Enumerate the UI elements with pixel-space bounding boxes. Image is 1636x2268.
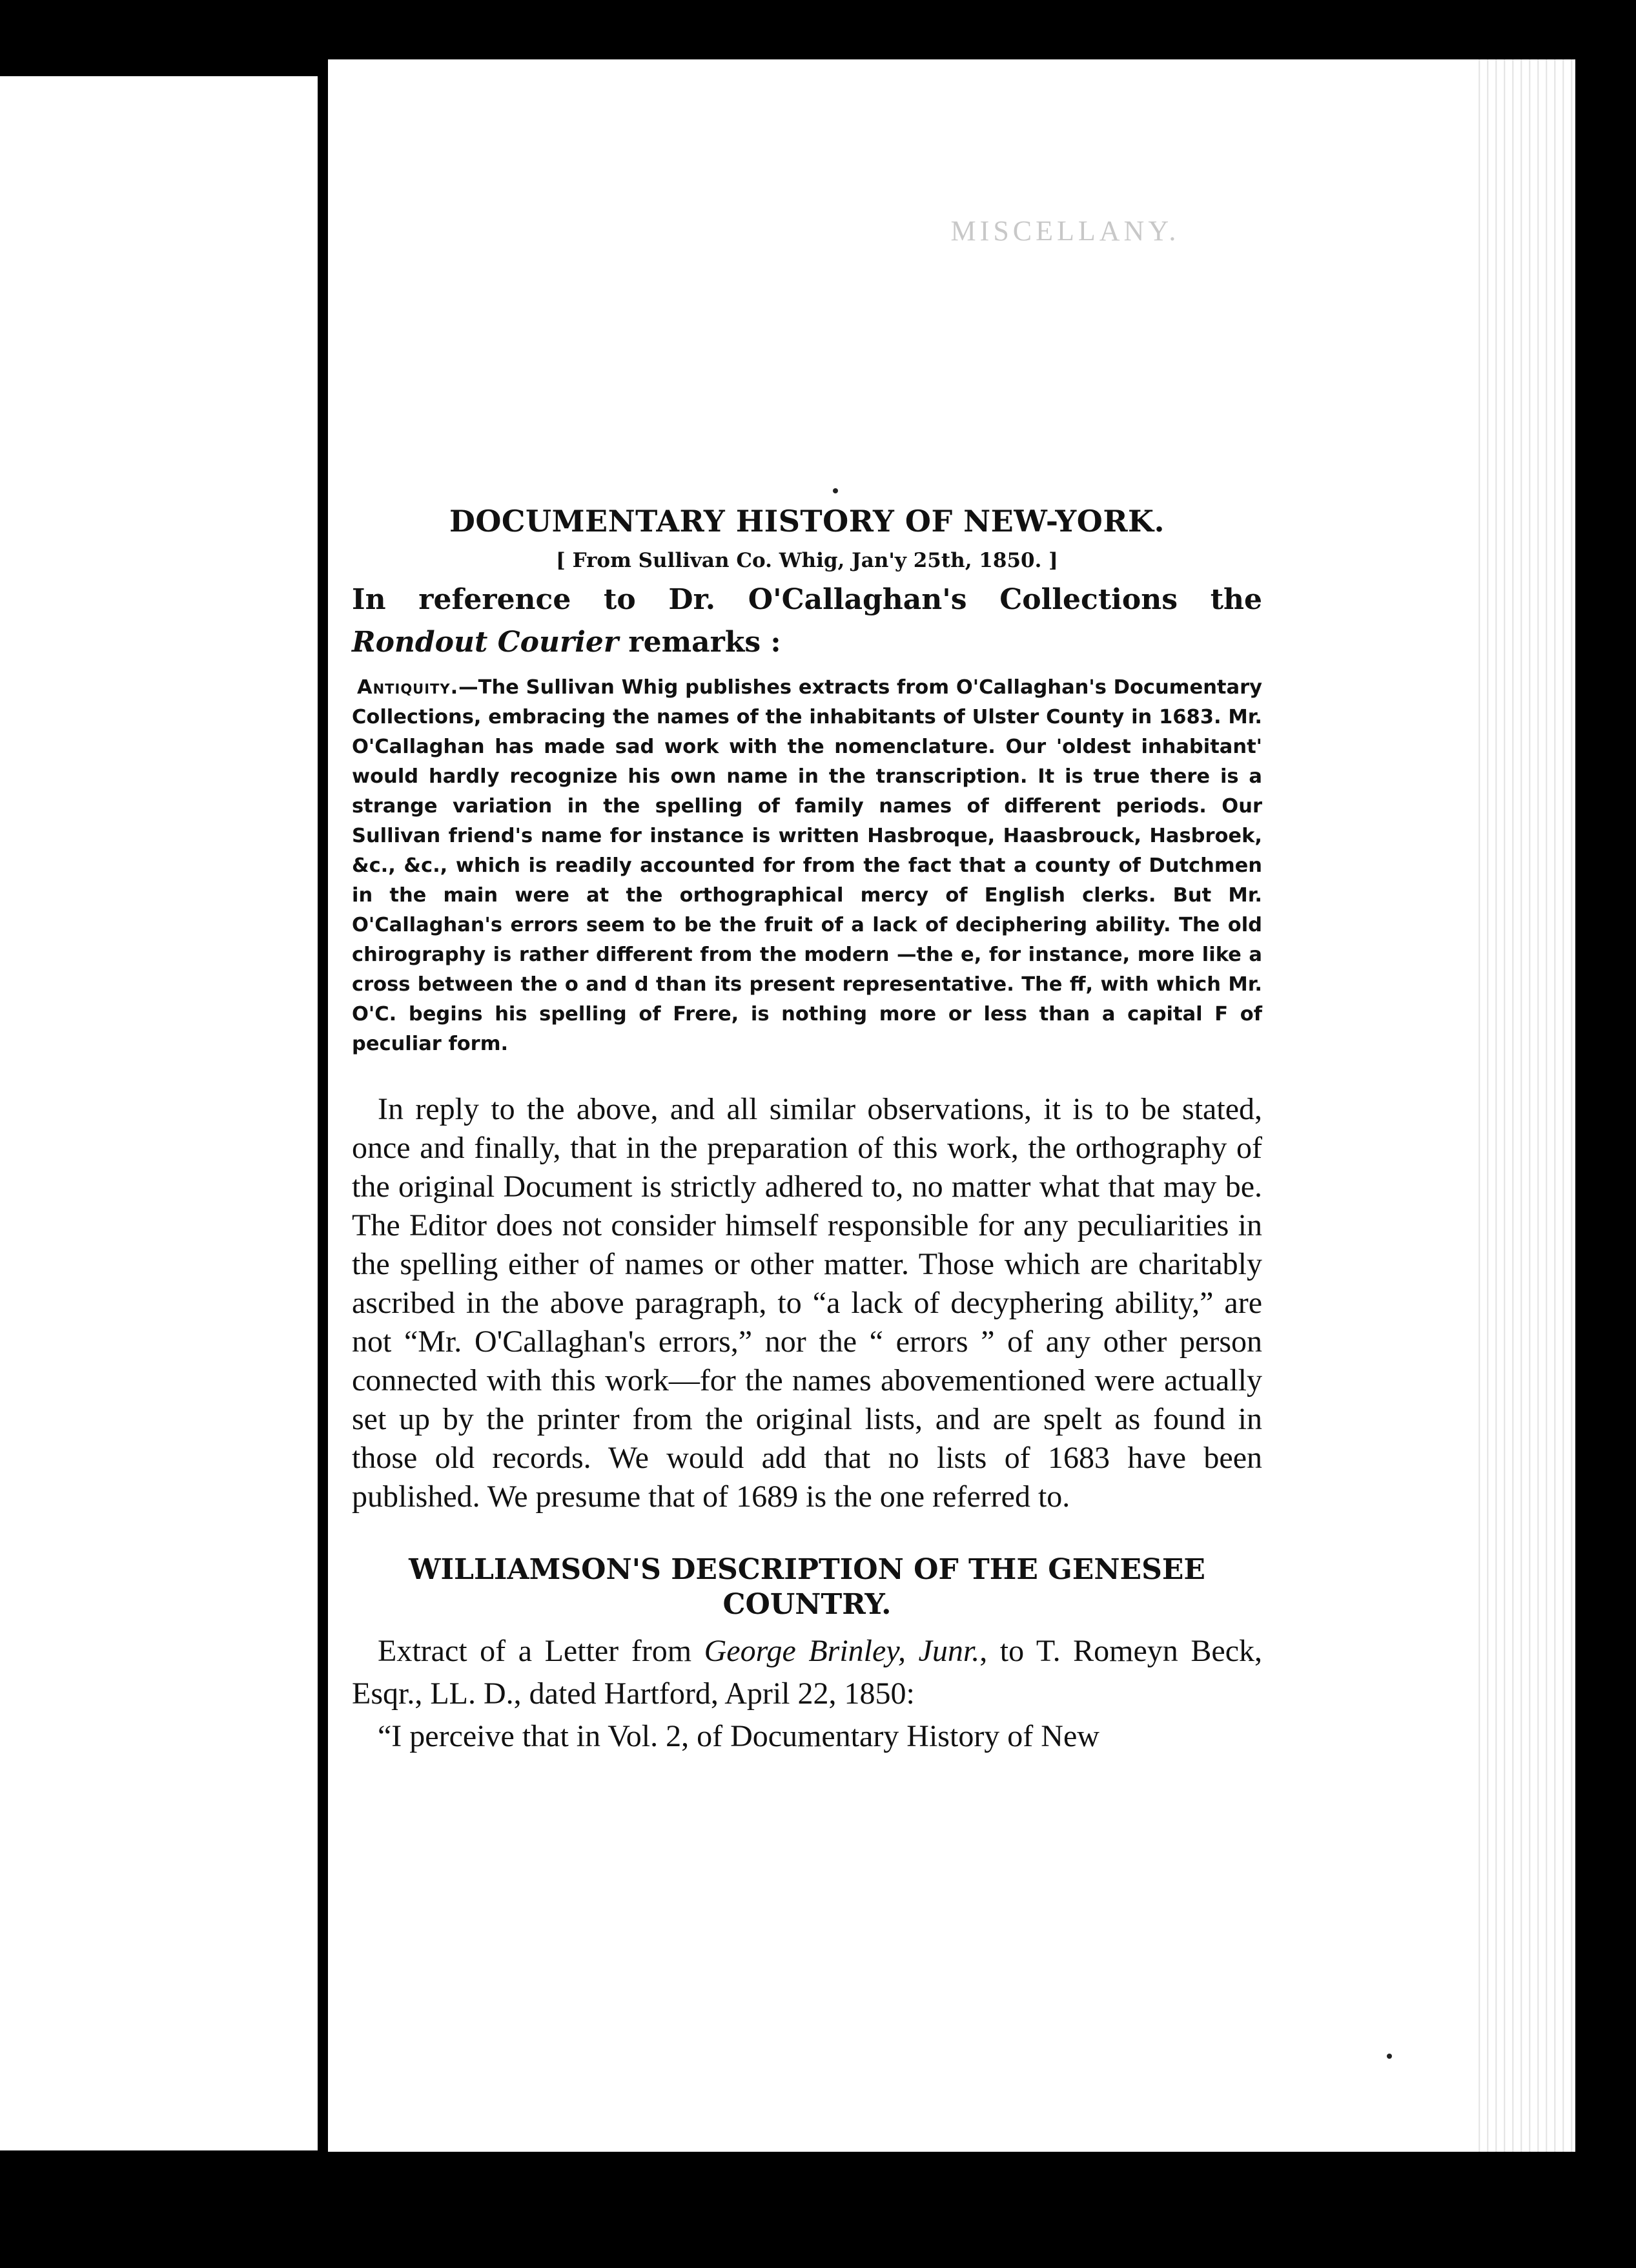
editor-reply: In reply to the above, and all similar observations, it is to be stated, once and finally, that in the preparation of this work, the orthography of the original Document is strictly adhered to, no matter what that may be. The Editor does not consider himself responsible for any peculiarities in the spelling either of names or other matter. Those which are charitably ascribed in the above paragraph, to “a lack of decyphering ability,” are not “Mr. O'Callaghan's errors,” nor the “ errors ” of any other person connected with this work—for the names abovementioned were actually set up by the printer from the original lists, and are spelt as found in those old records. We would add that no lists of 1683 have been published. We presume that of 1689 is the one referred to. [352, 1092, 1262, 1514]
lead-text-end: remarks : [619, 626, 781, 659]
letter-extract [352, 1630, 1262, 1715]
extract-text: Extract of a Letter from [378, 1634, 704, 1668]
bleed-through-header: MISCELLANY. [950, 215, 1180, 247]
quoted-article [352, 673, 1262, 1059]
lead-text: In reference to Dr. O'Callaghan's Collections the [352, 583, 1262, 616]
ink-dot [1387, 2054, 1392, 2059]
quote-heading: Antiquity. [357, 676, 459, 699]
quote-body: —The Sullivan Whig publishes extracts from O'Callaghan's Documentary Collections, embracing the names of the inhabitants of Ulster County in 1683. Mr. O'Callaghan has made sad work with the nomenclature. Our 'oldest inhabitant' would hardly recognize his own name in the transcription. It is true there is a strange variation in the spelling of family names of different periods. Our Sullivan friend's name for instance is written Hasbroque, Haasbrouck, Hasbroek, &c., &c., which is readily accounted for from the fact that a county of Dutchmen in the main were at the orthographical mercy of English clerks. But Mr. O'Callaghan's errors seem to be the fruit of a lack of deciphering ability. The old chirography is rather different from the modern —the e, for instance, more like a cross between the o and d than its present representative. The ff, with which Mr. O'C. begins his spelling of Frere, is nothing more or less than a capital F of peculiar form. [352, 676, 1262, 1055]
letter-opening: “I perceive that in Vol. 2, of Documentary History of New [378, 1719, 1099, 1753]
lead-paragraph [352, 579, 1262, 664]
book-gutter [318, 61, 328, 2167]
ink-dot [833, 488, 838, 493]
extract-author: George Brinley, Junr. [704, 1634, 980, 1668]
section-title-williamson: WILLIAMSON'S DESCRIPTION OF THE GENESEE COUNTRY. [409, 1553, 1205, 1621]
page-edges [1472, 59, 1575, 2152]
section-title-documentary-history: DOCUMENTARY HISTORY OF NEW-YORK. [449, 504, 1165, 539]
page-content [352, 504, 1262, 1758]
source-citation: [ From Sullivan Co. Whig, Jan'y 25th, 1850. ] [556, 549, 1058, 572]
left-page [0, 76, 318, 2150]
extract-text-end: , to T. Romeyn Beck, Esqr., LL. D., dated Hartford, April 22, 1850: [352, 1634, 1262, 1711]
lead-newspaper-name: Rondout Courier [352, 626, 619, 659]
